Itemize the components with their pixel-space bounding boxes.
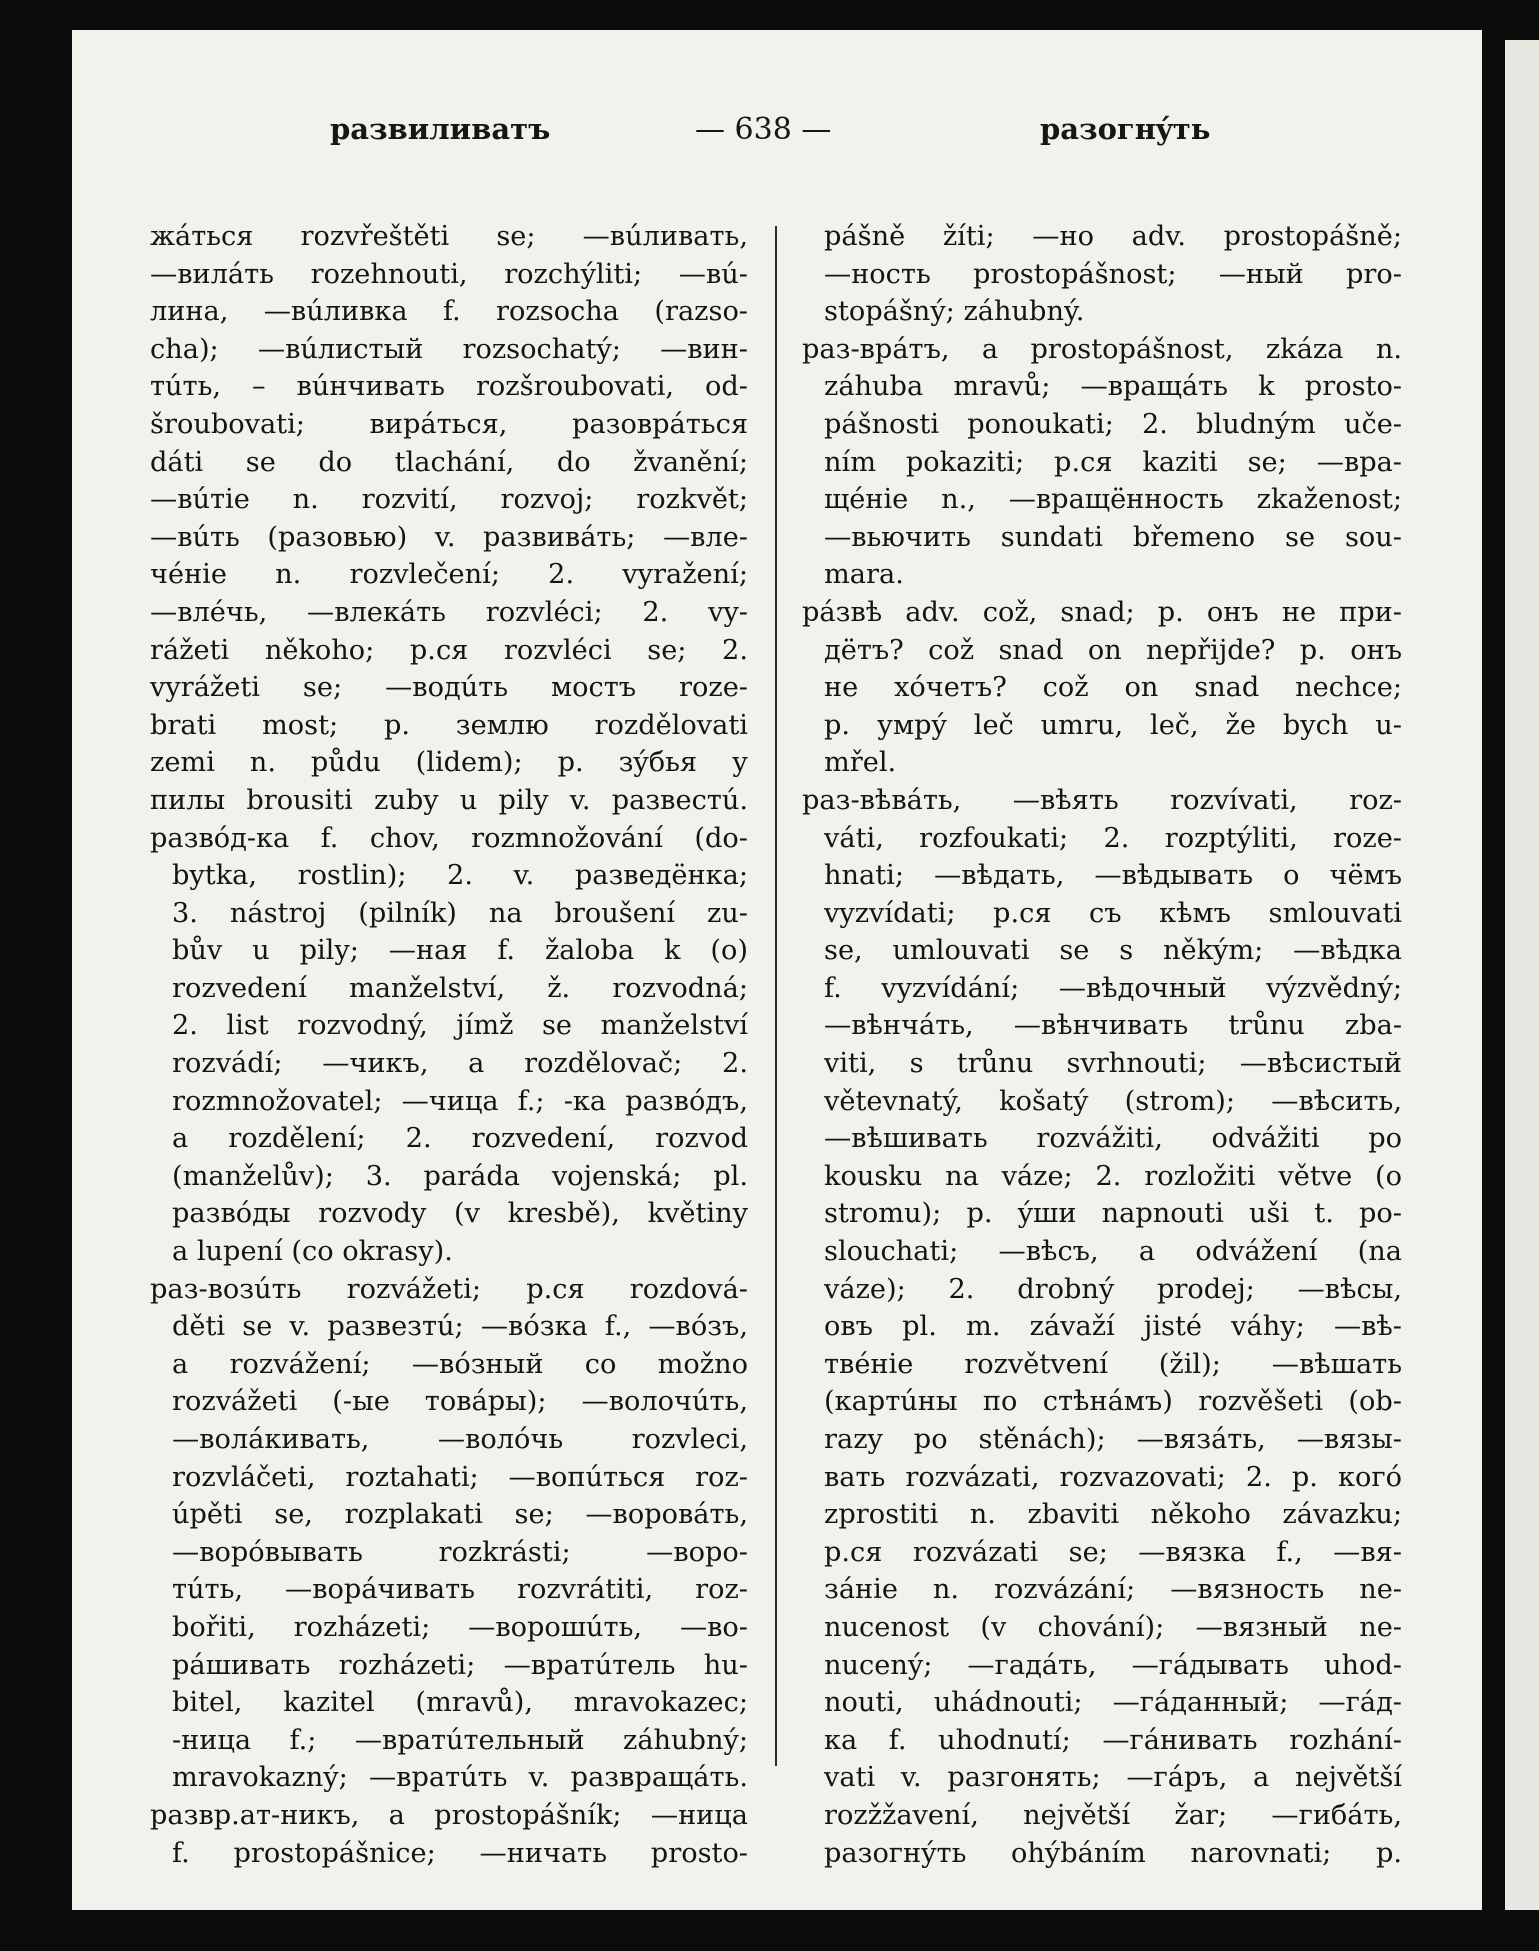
text-line: rozvláčeti, roztahati; —вопúться roz- [172, 1461, 748, 1493]
text-line: р.ся rozvázati se; —вязка f., —вя- [824, 1536, 1402, 1568]
text-line: зáніе n. rozvázání; —вязность ne- [824, 1574, 1402, 1606]
next-page-edge [1505, 40, 1539, 1910]
text-line: rozmnožovatel; —чица f.; -ка развóдъ, [172, 1085, 748, 1117]
text-line: cha); —вúлистый rozsochatý; —вин- [150, 333, 748, 365]
text-line: твéніе rozvětvení (žil); —вѣшать [824, 1348, 1402, 1380]
text-line: se, umlouvati se s někým; —вѣдка [824, 935, 1402, 967]
text-line: razy po stěnách); —вязáть, —вязы- [824, 1424, 1402, 1455]
text-line: рáшивать rozházeti; —вратúтель hu- [172, 1649, 748, 1681]
text-line: (manželův); 3. paráda vojenská; pl. [172, 1160, 748, 1192]
text-line: a rozdělení; 2. rozvedení, rozvod [172, 1123, 748, 1155]
text-line: ním pokaziti; р.ся kaziti se; —вра- [824, 446, 1402, 478]
text-line: větevnatý, košatý (strom); —вѣсить, [824, 1085, 1402, 1117]
header-first-entry: развиливатъ [330, 112, 551, 146]
text-line: nouti, uhádnouti; —гáданный; —гáд- [824, 1687, 1402, 1719]
text-line: viti, s trůnu svrhnouti; —вѣсистый [824, 1048, 1402, 1080]
text-line: f. prostopášnice; —ничать prosto- [172, 1837, 748, 1869]
text-line: zemi n. půdu (lidem); р. зýбья у [150, 747, 748, 779]
text-line: ка f. uhodnutí; —гáнивать rozhání- [824, 1724, 1402, 1756]
text-line: (картúны по стѣнáмъ) rozvěšeti (ob- [824, 1386, 1402, 1418]
text-line: овъ pl. m. závaží jisté váhy; —вѣ- [824, 1311, 1402, 1343]
text-line: тúть, – вúнчивать rozšroubovati, od- [150, 371, 748, 403]
text-line: р. умрý leč umru, leč, že bych u- [824, 709, 1402, 741]
text-line: —вѣнчáть, —вѣнчивать trůnu zba- [824, 1010, 1402, 1042]
text-line: —вилáть rozehnouti, rozchýliti; —вú- [150, 258, 748, 290]
text-line: a lupení (co okrasy). [172, 1236, 453, 1268]
text-line: —ворóвывать rozkrásti; —воро- [172, 1536, 748, 1568]
text-line: brati most; р. землю rozdělovati [150, 709, 748, 741]
text-line: hnati; —вѣдать, —вѣдывать о чёмъ [824, 860, 1402, 892]
text-line: úpěti se, rozplakati se; —воровáть, [172, 1499, 748, 1531]
text-line: kousku na váze; 2. rozložiti větve (o [824, 1160, 1402, 1192]
text-line: чéніе n. rozvlečení; 2. vyražení; [150, 559, 748, 591]
text-line: развóд-ка f. chov, rozmnožování (do- [150, 822, 748, 854]
text-line: —вѣшивать rozvážiti, odvážiti po [824, 1123, 1402, 1155]
text-line: лина, —вúливка f. rozsocha (razso- [150, 296, 748, 328]
text-line: rozvedení manželství, ž. rozvodná; [172, 972, 748, 1004]
text-line: -ница f.; —вратúтельный záhubný; [172, 1724, 748, 1756]
header-last-entry: разогнýть [1040, 112, 1211, 146]
text-line: šroubovati; вирáться, разоврáться [150, 408, 748, 440]
left-column [150, 218, 748, 1872]
text-line: pášnosti ponoukati; 2. bludným uče- [824, 408, 1402, 440]
text-line: mara. [824, 559, 904, 591]
text-line: раз-вѣвáть, —вѣять rozvívati, roz- [802, 784, 1402, 816]
text-line: mřel. [824, 747, 897, 779]
text-line: záhuba mravů; —вращáть k prosto- [824, 371, 1402, 403]
text-line: bův u pily; —ная f. žaloba k (o) [172, 935, 748, 967]
text-line: развр.ат-никъ, a prostopášník; —ница [150, 1799, 748, 1831]
column-divider [775, 226, 777, 1766]
page-number: — 638 — [695, 112, 832, 147]
text-line: stromu); р. ýши napnouti uši t. po- [824, 1198, 1402, 1230]
text-line: щéніе n., —вращённость zkaženost; [824, 484, 1402, 516]
text-line: zprostiti n. zbaviti někoho závazku; [824, 1499, 1402, 1531]
text-line: дётъ? což snad on nepřijde? р. онъ [824, 634, 1402, 666]
text-line: тúть, —ворáчивать rozvrátiti, roz- [172, 1574, 748, 1606]
text-line: dáti se do tlachání, do žvanění; [150, 446, 748, 478]
text-line: vati v. разгонять; —гáръ, a největší [824, 1762, 1402, 1794]
text-line: nucený; —гадáть, —гáдывать uhod- [824, 1649, 1402, 1681]
text-line: пилы brousiti zuby u pily v. развестú. [150, 784, 748, 816]
text-line: —волáкивать, —волóчь rozvleci, [172, 1424, 748, 1455]
text-line: раз-возúть rozvážeti; р.ся rozdová- [150, 1273, 748, 1305]
text-line: —влéчь, —влекáть rozvléci; 2. vy- [150, 596, 748, 628]
text-line: вать rozvázati, rozvazovati; 2. р. когó [824, 1461, 1402, 1493]
text-line: разогнýть ohýbáním narovnati; р. [824, 1837, 1402, 1869]
text-line: f. vyzvídání; —вѣдочный výzvědný; [824, 972, 1402, 1004]
text-line: váze); 2. drobný prodej; —вѣсы, [824, 1273, 1402, 1305]
text-line: rozžžavení, největší žar; —гибáть, [824, 1799, 1402, 1831]
text-line: slouchati; —вѣсъ, a odvážení (na [824, 1236, 1402, 1268]
text-line: 3. nástroj (pilník) na broušení zu- [172, 897, 748, 929]
text-line: жáться rozvřeštěti se; —вúливать, [150, 221, 748, 252]
text-line: bytka, rostlin); 2. v. разведёнка; [172, 860, 748, 892]
text-line: a rozvážení; —вóзный co možno [172, 1348, 748, 1380]
text-line: rozvádí; —чикъ, a rozdělovač; 2. [172, 1048, 748, 1080]
text-line: rozvážeti (-ые товáры); —волочúть, [172, 1386, 748, 1418]
text-line: vyrážeti se; —водúть мостъ roze- [150, 672, 748, 704]
text-line: mravokazný; —вратúть v. развращáть. [172, 1762, 748, 1794]
right-column [802, 218, 1402, 1872]
text-line: děti se v. развезтú; —вóзка f., —вóзъ, [172, 1311, 748, 1343]
text-line: pášně žíti; —но adv. prostopášně; [824, 221, 1402, 252]
text-line: rážeti někoho; р.ся rozvléci se; 2. [150, 634, 748, 666]
text-line: —вьючить sundati břemeno se sou- [824, 521, 1402, 553]
text-line: nucenost (v chování); —вязный ne- [824, 1611, 1402, 1643]
text-line: —вúтіе n. rozvití, rozvoj; rozkvět; [150, 484, 748, 516]
text-line: развóды rozvody (v kresbě), květiny [172, 1198, 748, 1230]
text-line: stopášný; záhubný. [824, 296, 1085, 328]
text-line: —вúть (разовью) v. развивáть; —вле- [150, 521, 748, 553]
text-line: bitel, kazitel (mravů), mravokazec; [172, 1687, 748, 1719]
text-line: vyzvídati; р.ся съ кѣмъ smlouvati [824, 897, 1402, 929]
text-line: váti, rozfoukati; 2. rozptýliti, roze- [824, 822, 1402, 854]
text-line: раз-врáтъ, a prostopášnost, zkáza n. [802, 333, 1402, 365]
text-line: не хóчетъ? což on snad nechce; [824, 672, 1402, 704]
text-line: —ность prostopášnost; —ный pro- [824, 258, 1402, 290]
text-line: bořiti, rozházeti; —ворошúть, —во- [172, 1611, 748, 1643]
text-line: рáзвѣ adv. což, snad; р. онъ не при- [802, 596, 1402, 628]
text-line: 2. list rozvodný, jímž se manželství [172, 1010, 748, 1042]
